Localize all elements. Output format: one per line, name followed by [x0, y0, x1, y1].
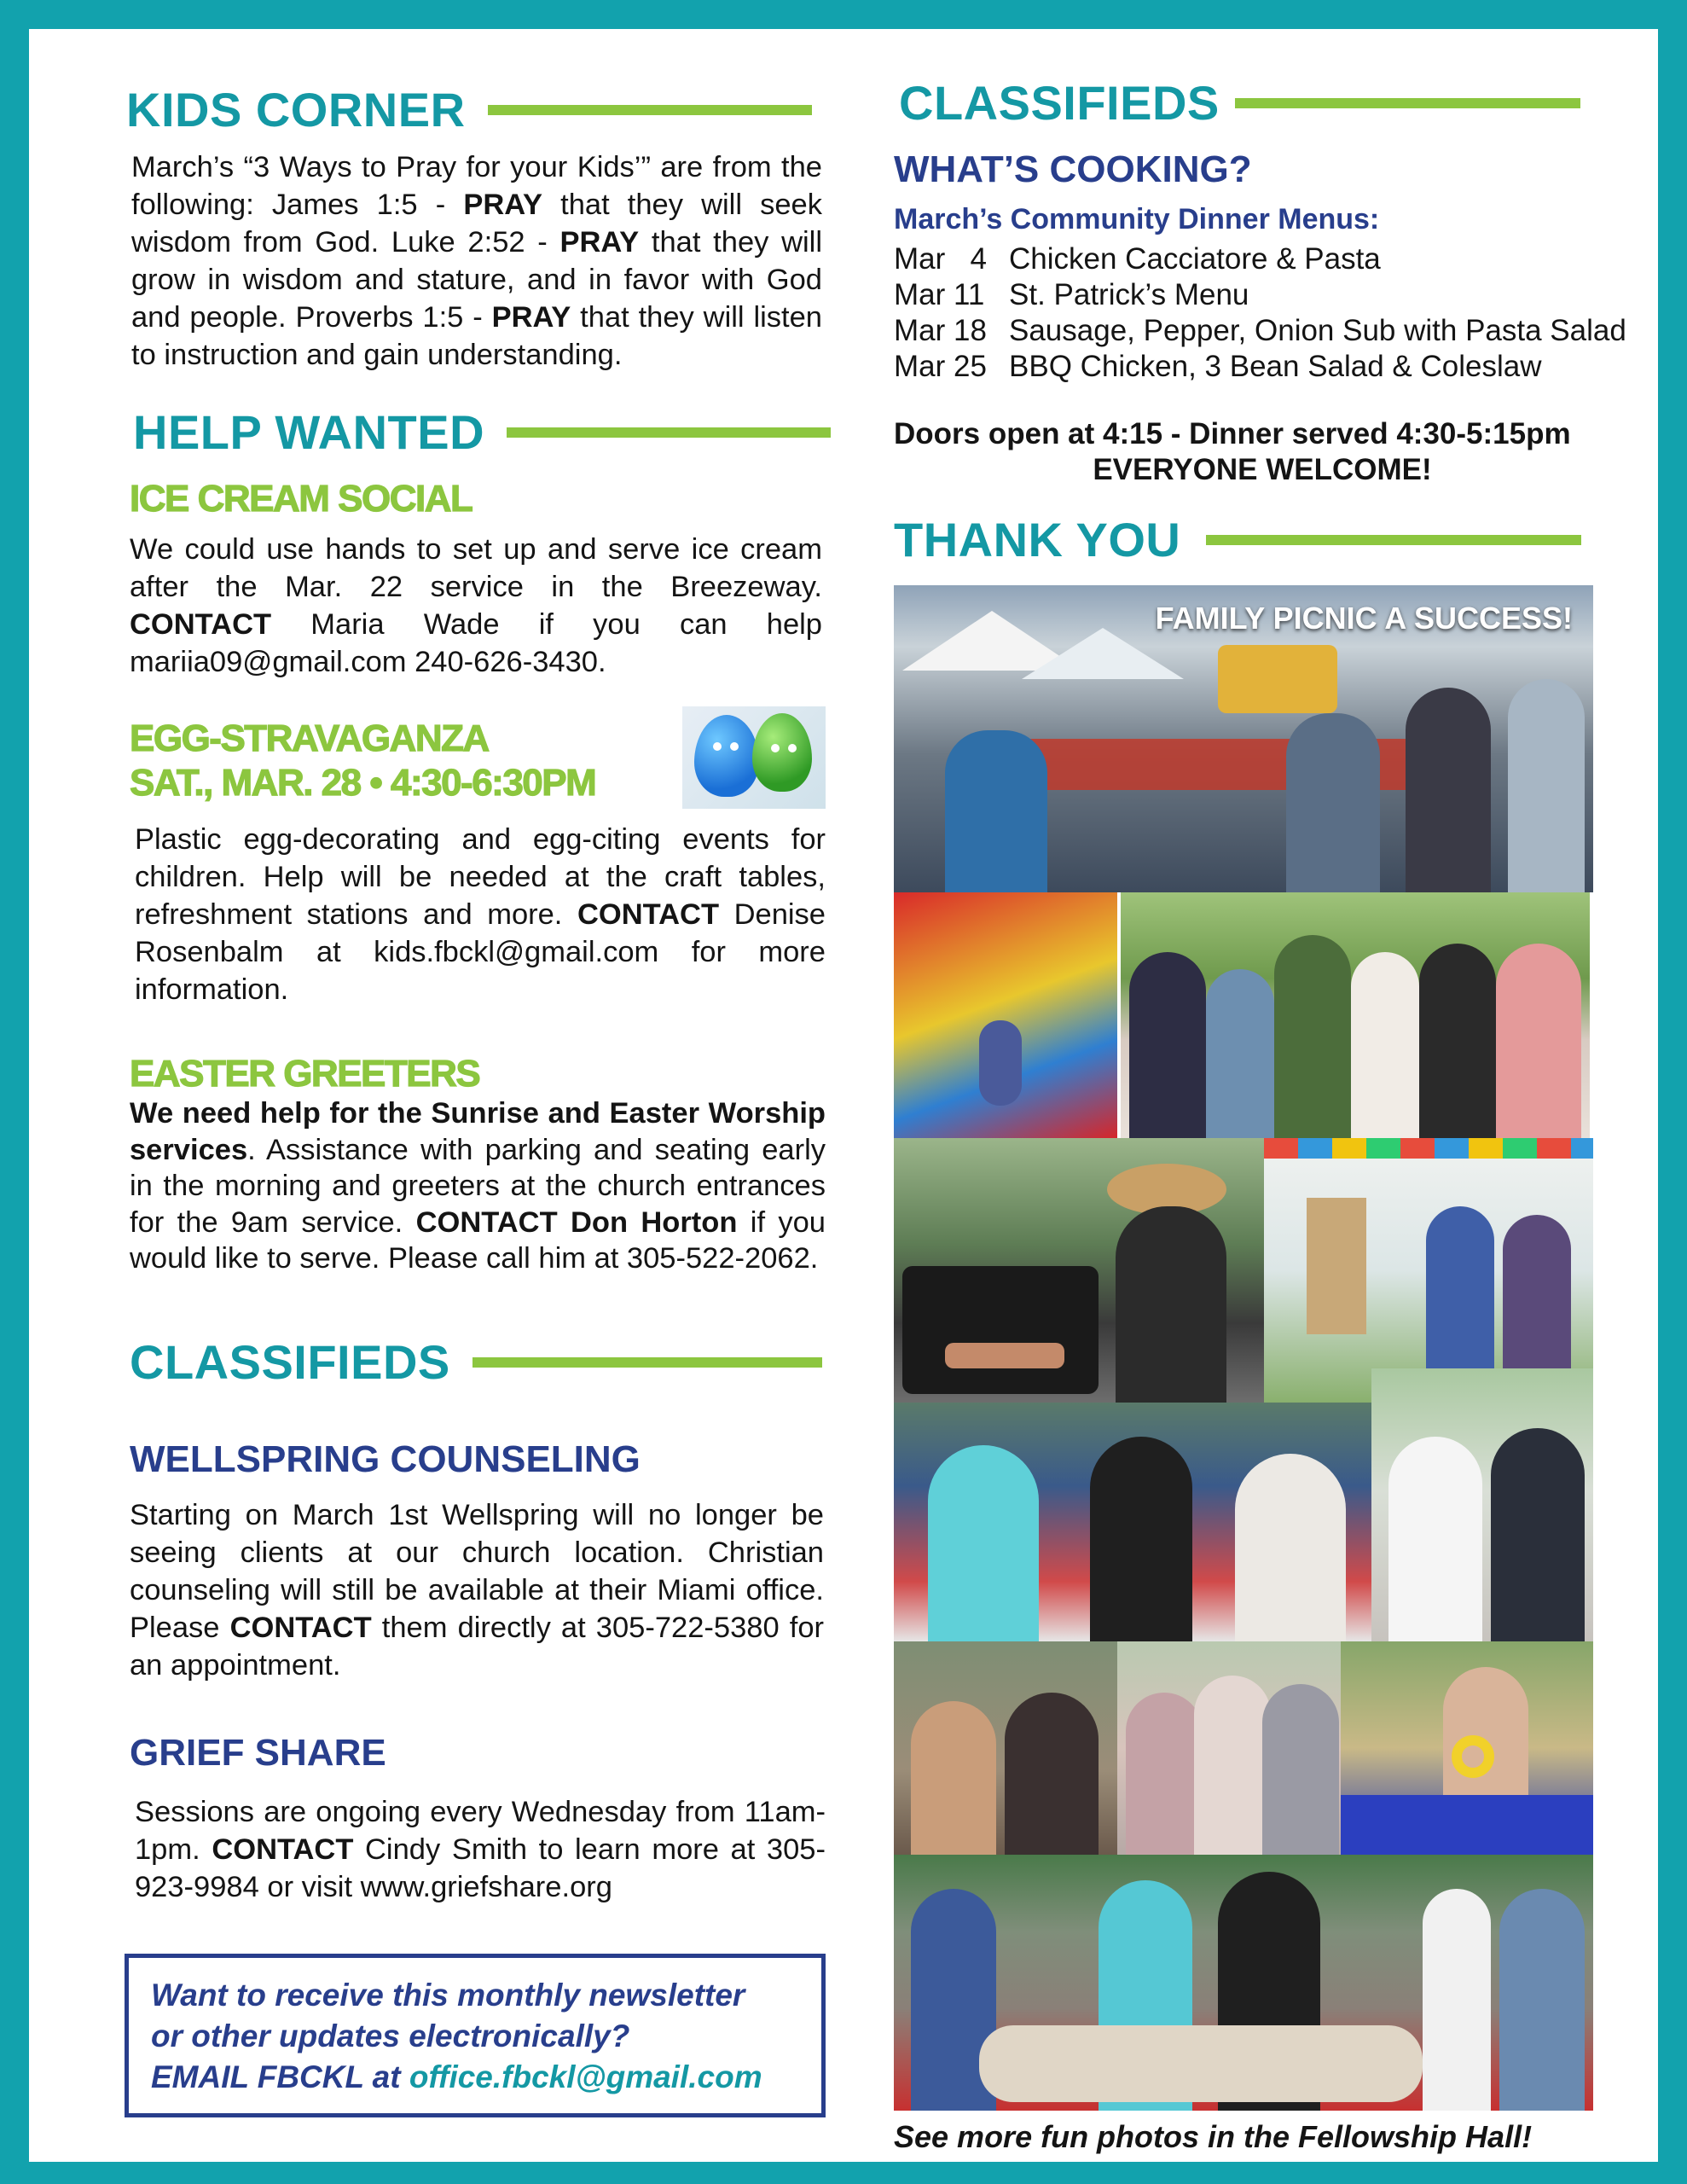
menu-date: Mar 11 — [894, 278, 985, 311]
easter-greeters-body: We need help for the Sunrise and Easter Worship services. Assistance with parking and seating early in the morning and greeters at the church entrances for the 9am service. CONTACT Don Horton if you would like to serve. Please call him at 305-522-2062. — [130, 1097, 826, 1275]
child-toy-photo — [1341, 1641, 1593, 1855]
easter-greeters-title: EASTER GREETERS — [130, 1053, 480, 1095]
menu-item: BBQ Chicken, 3 Bean Salad & Coleslaw — [1009, 350, 1542, 383]
newsletter-signup-callout — [125, 1954, 826, 2117]
help-wanted-heading — [133, 404, 831, 460]
kids-corner-body: March’s “3 Ways to Pray for your Kids’” are from the following: James 1:5 - PRAY that they will seek wisdom from God. Luke 2:52 - PRAY that they will grow in wisdom and stature, and in favor with God and people. Proverbs 1:5 - PRAY that they will listen to instruction and gain understanding. — [131, 151, 823, 371]
picnic-crowd-photo — [894, 585, 1593, 892]
seated-ladies-photo — [894, 1403, 1371, 1641]
ice-cream-social-title: ICE CREAM SOCIAL — [130, 478, 472, 520]
two-men-photo — [1371, 1368, 1593, 1641]
bounce-slide-photo — [894, 892, 1117, 1138]
callout-line1: Want to receive this monthly newsletter — [151, 1978, 745, 2013]
help-wanted-title: HELP WANTED — [133, 405, 485, 459]
grief-share-title: GRIEF SHARE — [130, 1732, 386, 1774]
dinner-menus-title: March’s Community Dinner Menus: — [894, 203, 1380, 235]
newsletter-page — [29, 29, 1658, 2162]
wellspring-title: WELLSPRING COUNSELING — [130, 1438, 641, 1480]
menu-item: Chicken Cacciatore & Pasta — [1009, 242, 1381, 276]
heading-rule — [472, 1357, 822, 1368]
family-group-photo — [1121, 892, 1590, 1138]
classifieds-heading-right — [899, 75, 1580, 131]
callout-line2: or other updates electronically? — [151, 2018, 630, 2053]
whats-cooking-title: WHAT’S COOKING? — [894, 148, 1252, 190]
classifieds-title-left: CLASSIFIEDS — [130, 1335, 450, 1389]
egg-stravaganza-body: Plastic egg-decorating and egg-citing events for children. Help will be needed at the craft tables, refreshment stations and more. CONTACT Denise Rosenbalm at kids.fbckl@gmail.com for more information. — [135, 823, 826, 1006]
heading-rule — [507, 427, 831, 438]
heading-rule — [1235, 98, 1580, 108]
grill-photo — [894, 1138, 1264, 1403]
grief-share-body: Sessions are ongoing every Wednesday from 11am-1pm. CONTACT Cindy Smith to learn more at 305-923-9984 or visit www.griefshare.org — [135, 1796, 826, 1903]
fellowship-hall-caption: See more fun photos in the Fellowship Hall! — [894, 2119, 1533, 2154]
menu-item: Sausage, Pepper, Onion Sub with Pasta Salad — [1009, 314, 1626, 347]
ice-cream-social-body: We could use hands to set up and serve ice cream after the Mar. 22 service in the Breezeway. CONTACT Maria Wade if you can help mariia09@gmail.com 240-626-3430. — [130, 533, 822, 678]
girls-photo — [894, 1641, 1117, 1855]
callout-email-label: EMAIL FBCKL at — [151, 2059, 409, 2094]
menu-row — [894, 242, 1381, 276]
doors-open-text: Doors open at 4:15 - Dinner served 4:30-5:15pm — [894, 417, 1571, 450]
menu-date: Mar 4 — [894, 242, 987, 276]
egg-title-line1: EGG-STRAVAGANZA — [130, 717, 489, 759]
jenga-photo — [1264, 1138, 1593, 1403]
everyone-welcome-text: EVERYONE WELCOME! — [1093, 453, 1432, 486]
egg-stravaganza-title — [130, 717, 595, 805]
callout-email-link[interactable]: office.fbckl@gmail.com — [409, 2059, 762, 2094]
thank-you-heading — [894, 512, 1581, 567]
food-table-photo — [894, 1855, 1593, 2111]
kids-corner-title: KIDS CORNER — [126, 83, 466, 136]
photo-caption: FAMILY PICNIC A SUCCESS! — [1155, 601, 1573, 636]
callout-line3 — [151, 2057, 799, 2098]
wellspring-body: Starting on March 1st Wellspring will no longer be seeing clients at our church location. Christian counseling will still be available at their Miami office. Please CONTACT them directly at 305-722-5380 for an appointment. — [130, 1499, 824, 1682]
menu-row — [894, 350, 1542, 384]
classifieds-title-right: CLASSIFIEDS — [899, 76, 1220, 130]
heading-rule — [1206, 535, 1581, 545]
menu-date: Mar 25 — [894, 350, 987, 383]
dinner-times — [894, 416, 1631, 488]
trio-selfie-photo — [1117, 1641, 1341, 1855]
blue-egg-icon — [694, 715, 759, 797]
easter-eggs-image — [682, 706, 826, 809]
thank-you-title: THANK YOU — [894, 513, 1181, 566]
menu-row — [894, 278, 1249, 312]
menu-row — [894, 314, 1626, 348]
kids-corner-heading — [126, 82, 812, 137]
menu-date: Mar 18 — [894, 314, 987, 347]
classifieds-heading-left — [130, 1334, 822, 1390]
menu-item: St. Patrick’s Menu — [1009, 278, 1249, 311]
green-egg-icon — [752, 713, 812, 792]
egg-title-line2: SAT., MAR. 28 • 4:30-6:30PM — [130, 762, 596, 804]
heading-rule — [488, 105, 812, 115]
